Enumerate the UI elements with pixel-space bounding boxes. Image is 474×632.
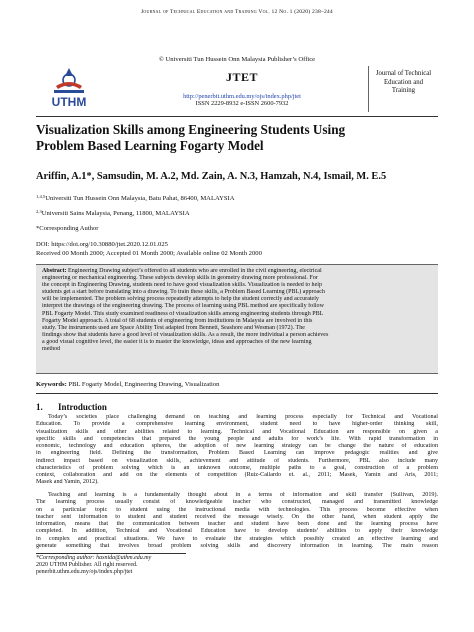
abstract-line: engineering or mechanical engineering. These subjects develop skills in geometry drawing more professional. For xyxy=(42,275,318,282)
abstract-box xyxy=(36,264,438,374)
footnote xyxy=(36,555,438,576)
text-line: indirect impact based on visualization skills, achievement and attitude of students. Furthermore, PBL also include many xyxy=(36,457,438,464)
text-line: teacher sent information to student and student received the message wisely. On the other hand, when student apply the xyxy=(36,513,438,520)
journal-issn: ISSN 2229-8932 e-ISSN 2600-7932 xyxy=(195,100,289,107)
affiliation: $^{1,4,5}$Universiti Tun Hussein Onn Malaysia, Batu Pahat, 86400, MALAYSIA xyxy=(36,194,235,202)
article-dates: Received 00 Month 2000; Accepted 01 Month 2000; Available online 02 Month 2000 xyxy=(36,250,262,257)
text-line: completed. In addition, Technical and Vocational Education have to develop students’ abilities to apply their knowledge xyxy=(36,528,438,535)
abstract-line: the concept in Engineering Drawing, students need to have good visualization skills. Visualization is needed to help xyxy=(42,282,322,289)
text-line: in complex and practical situations. We have to evaluate the strategies which possibly created an effective learning and xyxy=(36,535,438,542)
title-line: Problem Based Learning Fogarty Model xyxy=(36,137,264,153)
title-line: Visualization Skills among Engineering Students Using xyxy=(36,122,346,137)
text-line: Education. To provide a comprehensive learning environment, student need to have higher-order thinking skill, xyxy=(36,421,438,428)
text-line: visualization skills and other abilities related to learning. Technical and Vocational Education are responsible on given a xyxy=(36,428,438,435)
abstract-line: method xyxy=(42,346,61,353)
logo-text: UTHM xyxy=(51,95,87,109)
text-line: generate something that involves broad problem solving skills and discovery information in learning. The main reason xyxy=(36,542,438,549)
text-line: Masek and Yamin, 2012). xyxy=(36,479,99,486)
footer-url-link[interactable]: penerbit.uthm.edu.my/ojs/index.php/jtet xyxy=(36,569,133,576)
journal-name-line: Journal of Technical xyxy=(375,70,432,77)
keywords-divider xyxy=(36,393,438,394)
intro-paragraph-2 xyxy=(36,492,438,550)
publisher-rights: 2020 UTHM Publisher. All right reserved. xyxy=(36,562,138,569)
text-line: context, collaboration and add on the elements of competition (Ruiz-Callardo et. al., 2011; Masek, Yamin and Aris, 2011; xyxy=(36,472,438,478)
journal-masthead xyxy=(42,66,436,114)
text-line: The learning process usually consist of knowledgeable teacher who constructed, managed and transmitted knowledge xyxy=(36,499,438,506)
abstract-line: Fogarty Model approach. A total of 68 students of engineering from institutions in Malaysia are involved in this xyxy=(42,317,313,324)
article-title xyxy=(36,122,438,154)
journal-name-line: Education and xyxy=(383,78,424,86)
affiliation: $^{2,3}$Universiti Sains Malaysia, Penang, 11800, MALAYSIA xyxy=(36,209,190,217)
author-list xyxy=(36,171,438,182)
keywords: Keywords: PBL Fogarty Model, Engineering Drawing, Visualization xyxy=(36,381,220,388)
abstract-line: a good visual cognitive level, the easier it is to master the knowledge, ideas and approaches of the new learning xyxy=(42,338,312,345)
abstract-line: findings show that students have a good level of visualization skills. As a result, the more individual a person achieves xyxy=(42,331,329,338)
journal-info xyxy=(142,70,342,107)
uthm-logo-icon xyxy=(42,66,96,110)
journal-name-line: Training xyxy=(391,87,416,95)
section-title: Introduction xyxy=(58,402,107,412)
abstract-line: Abstract: Engineering Drawing subject’s offered to all students who are enrolled in the civil engineering, electrical xyxy=(42,268,322,274)
intro-paragraph-1 xyxy=(36,414,438,487)
text-line: Today’s societies place challenging demand on teaching and learning process especially for Technical and Vocational xyxy=(48,414,438,420)
doi-link[interactable]: DOI: https://doi.org/10.30880/jtet.2020.12.01.025 xyxy=(36,241,168,248)
abstract-line: interpret the drawings of the engineering drawing. The process of learning using PBL method are specifically follow xyxy=(42,303,324,310)
journal-name-box xyxy=(368,66,438,112)
text-line: characteristics of problem solving which is an unknown outcome, multiple paths to a goal, construction of a problem xyxy=(36,464,438,471)
abstract-line: study. The instruments used are Space Ability Test adapted from Bennett, Seashore and Wesman (1972). The xyxy=(42,324,305,331)
text-line: Teaching and learning is a fundamentally thought about in a terms of information and skill transfer (Sullivan, 2019). xyxy=(48,492,438,498)
text-line: economic, technology and education spheres, the adoption of new learning strategy can be change the nature of education xyxy=(36,443,438,449)
corresponding-email: *Corresponding author: hasnida@uthm.edu.my xyxy=(36,555,152,561)
section-heading xyxy=(36,402,438,412)
abstract-line: PBL Fogarty Model. This study examined readiness of visualization skills among engineering students through PBL xyxy=(42,310,324,317)
corresponding-note: *Corresponding Author xyxy=(36,225,99,232)
abstract-text xyxy=(42,268,432,353)
journal-abbr: JTET xyxy=(225,70,258,84)
section-number: 1. xyxy=(36,402,43,412)
copyright-line: © Universiti Tun Hussein Onn Malaysia Publisher’s Office xyxy=(158,56,316,63)
running-head: Journal of Technical Education and Training Vol. 12 No. 1 (2020) 238–244 xyxy=(141,9,333,15)
masthead-divider xyxy=(36,116,438,117)
author-line: Ariffin, A.1*, Samsudin, M. A.2, Md. Zain, A. N.3, Hamzah, N.4, Ismail, M. E.5 xyxy=(36,171,387,182)
journal-url-link[interactable]: http://penerbit.uthm.edu.my/ojs/index.php/jtet xyxy=(183,93,301,100)
text-line: information, means that the communication between teacher and student have been done and the learning process have xyxy=(36,521,438,527)
abstract-line: students get a start before translating into a drawing. To train these skills, a Problem Based Learning (PBL) approach xyxy=(42,289,325,296)
text-line: on a particular topic to student using the instructional media with technologies. This process become effective when xyxy=(36,506,438,513)
abstract-label: Abstract: xyxy=(42,268,67,274)
text-line: specific skills and competencies that prepared the young people and adults for work’s life. With rapid transformation in xyxy=(36,435,438,442)
text-line: in engineering field. Defining the transformation, Problem Based Learning can improve pedagogic realities and give xyxy=(36,450,438,457)
footnote-rule xyxy=(36,553,186,554)
abstract-line: will be implemented. The problem solving process repeatedly attempts to help the student correctly and accurately xyxy=(42,296,319,303)
